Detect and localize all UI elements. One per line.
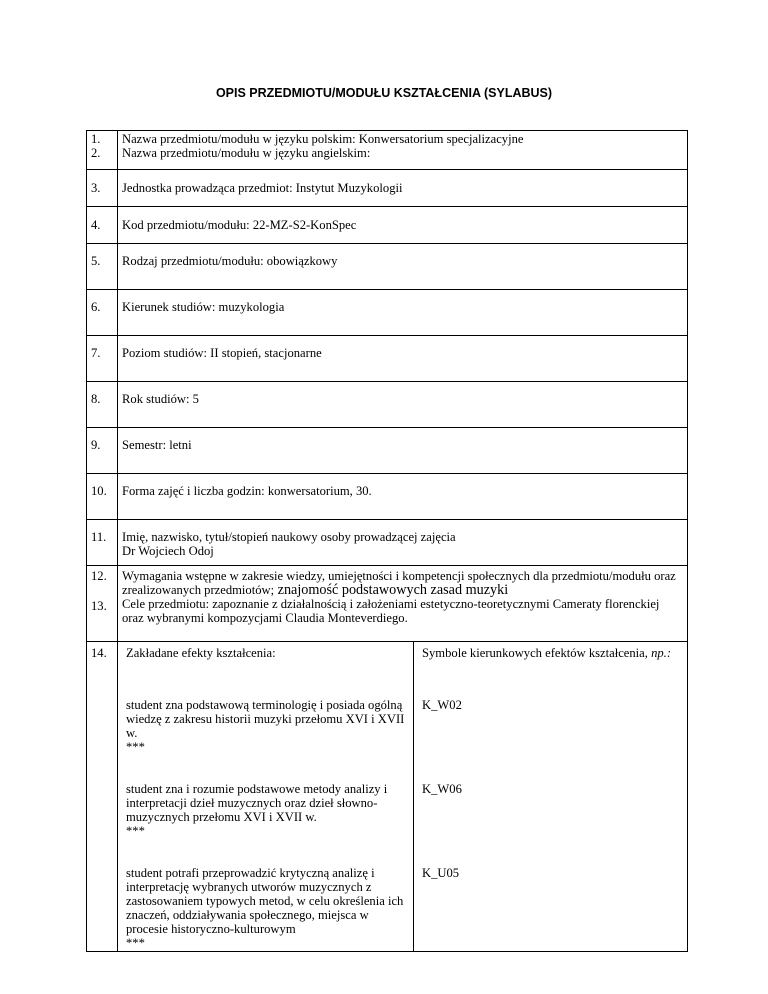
table-row <box>87 520 688 566</box>
table-row <box>87 131 688 170</box>
document-title: OPIS PRZEDMIOTU/MODUŁU KSZTAŁCENIA (SYLABUS) <box>215 86 553 100</box>
outcome-separator: *** <box>126 936 145 950</box>
learning-outcomes-cell <box>118 642 688 952</box>
table-row <box>87 642 688 952</box>
table-row <box>87 428 688 474</box>
course-code: Kod przedmiotu/modułu: 22-MZ-S2-KonSpec <box>118 207 688 244</box>
row-number-7: 7. <box>87 336 118 382</box>
row-number-3: 3. <box>87 170 118 207</box>
class-form: Forma zajęć i liczba godzin: konwersatorium, 30. <box>118 474 688 520</box>
row-number-5: 5. <box>87 244 118 290</box>
outcome-text: student zna podstawową terminologię i posiada ogólną wiedzę z zakresu historii muzyki przełomu XVI i XVII w. <box>126 698 405 740</box>
row-number <box>87 566 118 642</box>
study-level: Poziom studiów: II stopień, stacjonarne <box>118 336 688 382</box>
row-number-6: 6. <box>87 290 118 336</box>
outcome-text: student potrafi przeprowadzić krytyczną analizę i interpretację wybranych utworów muzycznych z zastosowaniem typowych metod, w celu określenia ich znaczeń, oddziaływania społecznego, miejsca w procesie historyczno-kulturowym <box>126 866 404 936</box>
row-number-1: 1. <box>91 132 101 146</box>
learning-outcomes-table <box>122 642 683 951</box>
instructor-cell <box>118 520 688 566</box>
course-name-pl: Nazwa przedmiotu/modułu w języku polskim: Konwersatorium specjalizacyjne <box>122 132 524 146</box>
outcome-item <box>126 698 405 782</box>
row-number-2: 2. <box>91 146 101 160</box>
row-number-13: 13. <box>91 599 107 613</box>
instructor-label: Imię, nazwisko, tytuł/stopień naukowy osoby prowadzącej zajęcia <box>122 530 456 544</box>
table-row <box>87 290 688 336</box>
requirements-label: Wymagania wstępne w zakresie wiedzy, umiejętności i kompetencji społecznych dla przedmiotu/modułu oraz zrealizowanych przedmiotów; <box>122 569 676 597</box>
course-goals: Cele przedmiotu: zapoznanie z działalnością i założeniami estetyczno-teoretycznymi Cameraty florenckiej oraz wybranymi kompozycjami Claudia Monteverdiego. <box>122 597 660 625</box>
symbols-header-text: Symbole kierunkowych efektów kształcenia, <box>422 646 652 660</box>
table-row <box>87 382 688 428</box>
row-number-12: 12. <box>91 569 107 583</box>
row-content <box>118 131 688 170</box>
table-row <box>87 170 688 207</box>
symbols-header <box>414 642 684 697</box>
outcome-separator: *** <box>126 824 145 838</box>
table-row <box>122 642 683 697</box>
symbol-item: K_U05 <box>422 866 460 880</box>
outcome-item <box>126 866 405 950</box>
symbol-item: K_W06 <box>422 782 462 796</box>
table-row <box>87 336 688 382</box>
field-of-study: Kierunek studiów: muzykologia <box>118 290 688 336</box>
row-number-9: 9. <box>87 428 118 474</box>
semester: Semestr: letni <box>118 428 688 474</box>
requirements-goals-cell <box>118 566 688 642</box>
row-number-14: 14. <box>87 642 118 952</box>
table-row <box>87 207 688 244</box>
study-year: Rok studiów: 5 <box>118 382 688 428</box>
symbols-header-italic: np.: <box>651 646 672 660</box>
requirements <box>122 569 683 597</box>
outcome-text: student zna i rozumie podstawowe metody analizy i interpretacji dzieł muzycznych oraz dzieł słowno-muzycznych przełomu XVI i XVII w. <box>126 782 388 824</box>
row-number-8: 8. <box>87 382 118 428</box>
row-number <box>87 131 118 170</box>
row-number-11: 11. <box>87 520 118 566</box>
table-row <box>122 697 683 951</box>
row-number-4: 4. <box>87 207 118 244</box>
row-number-10: 10. <box>87 474 118 520</box>
table-row <box>87 566 688 642</box>
outcome-separator: *** <box>126 740 145 754</box>
requirements-value: znajomość podstawowych zasad muzyki <box>274 582 509 598</box>
symbol-item: K_W02 <box>422 698 462 712</box>
course-type: Rodzaj przedmiotu/modułu: obowiązkowy <box>118 244 688 290</box>
symbol-list <box>414 697 684 951</box>
course-name-en: Nazwa przedmiotu/modułu w języku angielskim: <box>122 146 371 160</box>
outcome-list <box>122 697 414 951</box>
outcome-item <box>126 782 405 866</box>
table-row <box>87 474 688 520</box>
instructor-name: Dr Wojciech Odoj <box>122 544 214 558</box>
table-row <box>87 244 688 290</box>
teaching-unit: Jednostka prowadząca przedmiot: Instytut Muzykologii <box>118 170 688 207</box>
outcomes-header: Zakładane efekty kształcenia: <box>122 642 414 697</box>
syllabus-table <box>86 130 688 952</box>
